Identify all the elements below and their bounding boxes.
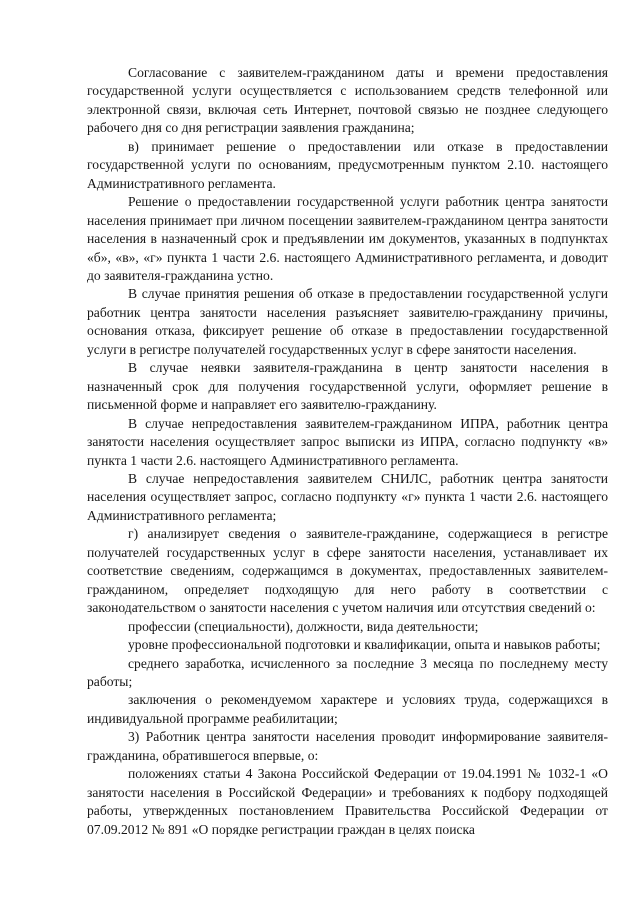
- list-item-qualification: уровне профессиональной подготовки и квалификации, опыта и навыков работы;: [128, 637, 601, 653]
- list-item-salary: среднего заработка, исчисленного за последние 3 месяца по последнему месту работы;: [87, 655, 608, 689]
- paragraph-decision-v: в) принимает решение о предоставлении или отказе в предоставлении государственной услуги по основаниям, предусмотренным пунктом 2.10. настоящего Административного регламента.: [87, 138, 608, 191]
- list-item-rehab-conclusion: заключения о рекомендуемом характере и условиях труда, содержащихся в индивидуальной программе реабилитации;: [87, 692, 608, 726]
- paragraph-date-agreement: Согласование с заявителем-гражданином даты и времени предоставления государственной услуги осуществляется с использованием средств телефонной или электронной связи, включая сеть Интернет, почтовой связью не позднее следующего рабочего дня со дня регистрации заявления гражданина;: [87, 65, 608, 136]
- paragraph-refusal: В случае принятия решения об отказе в предоставлении государственной услуги работник центра занятости населения разъясняет заявителю-гражданину причины, основания отказа, фиксирует решение об отказе в предоставлении государственной услуги в регистре получателей государственных услуг в сфере занятости населения.: [87, 286, 608, 357]
- paragraph-decision-grant: Решение о предоставлении государственной услуги работник центра занятости населения принимает при личном посещении заявителем-гражданином центра занятости населения в назначенный срок и предъявлении им документов, указанных в подпунктах «б», «в», «г» пункта 1 части 2.6. настоящего Административного регламента, и доводит до заявителя-гражданина устно.: [87, 194, 608, 283]
- paragraph-no-show: В случае неявки заявителя-гражданина в центр занятости населения в назначенный срок для получения государственной услуги, оформляет решение в письменной форме и направляет его заявителю-гражданину.: [87, 360, 608, 413]
- paragraph-snils-request: В случае непредоставления заявителем СНИЛС, работник центра занятости населения осуществляет запрос, согласно подпункту «г» пункта 1 части 2.6. настоящего Административного регламента;: [87, 470, 608, 523]
- document-page: [87, 64, 608, 839]
- paragraph-ipra-request: В случае непредоставления заявителем-гражданином ИПРА, работник центра занятости населения осуществляет запрос выписки из ИПРА, согласно подпункту «в» пункта 1 части 2.6. настоящего Административного регламента.: [87, 415, 608, 468]
- list-item-profession: профессии (специальности), должности, вида деятельности;: [128, 618, 479, 634]
- paragraph-analysis-g: г) анализирует сведения о заявителе-гражданине, содержащиеся в регистре получателей государственных услуг в сфере занятости населения, устанавливает их соответствие сведениям, содержащимся в документах, предоставленных заявителем-гражданином, определяет подходящую для него работу в соответствии с законодательством о занятости населения с учетом наличия или отсутствия сведений о:: [87, 526, 608, 616]
- paragraph-law-provisions: положениях статьи 4 Закона Российской Федерации от 19.04.1991 № 1032-1 «О занятости населения в Российской Федерации» и требованиях к подбору подходящей работы, утвержденных постановлением Правительства Российской Федерации от 07.09.2012 № 891 «О порядке регистрации граждан в целях поиска: [87, 766, 608, 837]
- paragraph-informing-3: 3) Работник центра занятости населения проводит информирование заявителя-гражданина, обратившегося впервые, о:: [87, 729, 608, 763]
